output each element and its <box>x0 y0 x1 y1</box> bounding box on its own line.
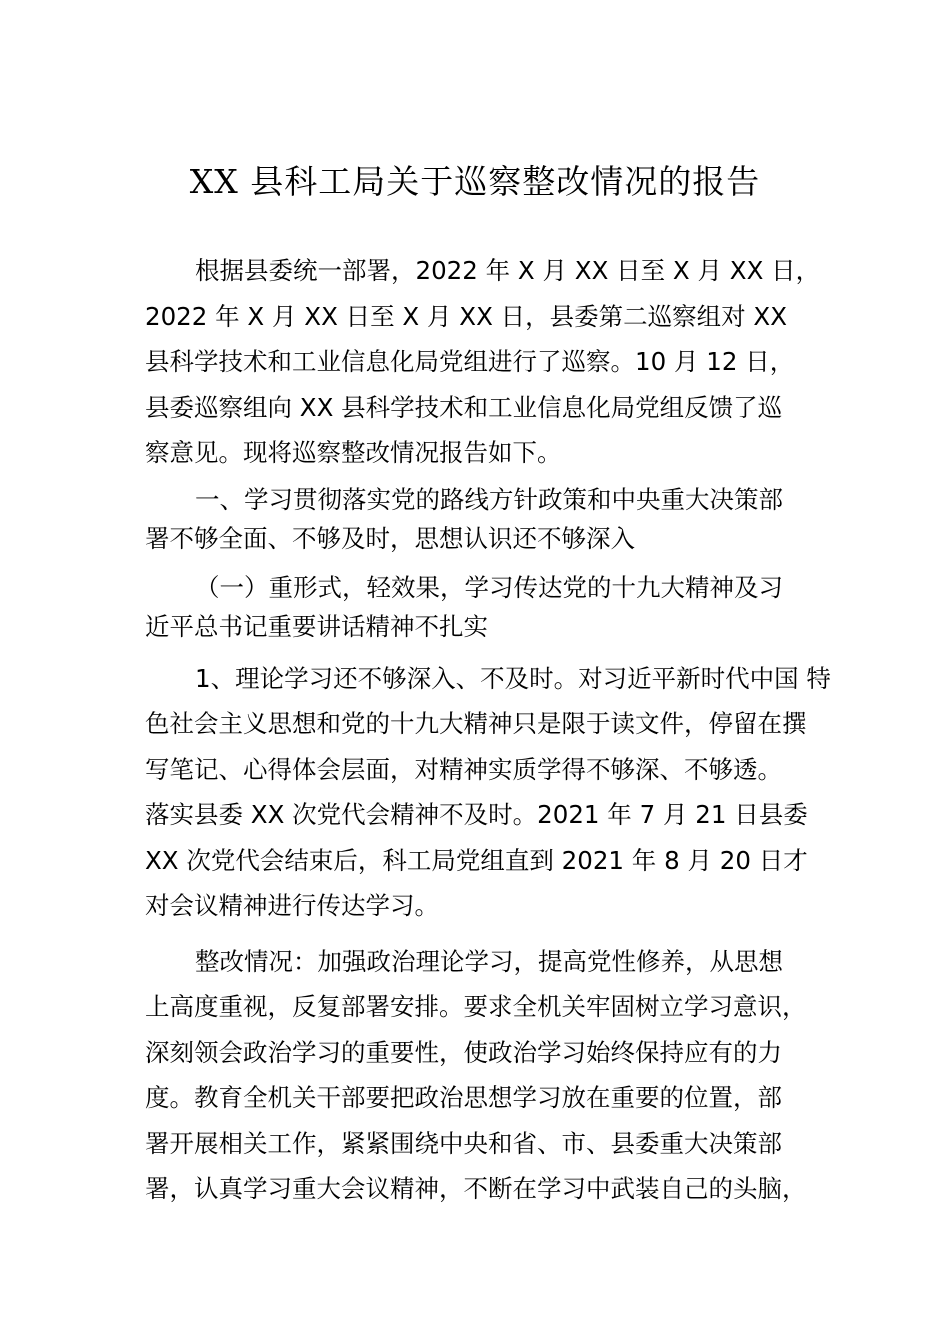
section-heading-line: 署不够全面、不够及时，思想认识还不够深入 <box>145 523 635 553</box>
document-title: XX 县科工局关于巡察整改情况的报告 <box>189 162 761 201</box>
section-heading <box>145 480 817 558</box>
subsection-heading-line: 近平总书记重要讲话精神不扎实 <box>145 611 488 641</box>
item-line: 落实县委 XX 次党代会精神不及时。2021 年 7 月 21 日县委 <box>145 800 808 829</box>
rectification-line: 深刻领会政治学习的重要性，使政治学习始终保持应有的力 <box>145 1037 782 1067</box>
item-line: 1、理论学习还不够深入、不及时。对习近平新时代中国 特 <box>195 663 831 693</box>
rectification-line: 署开展相关工作，紧紧围绕中央和省、市、县委重大决策部 <box>145 1128 782 1158</box>
intro-line: 县科学技术和工业信息化局党组进行了巡察。10 月 12 日， <box>145 347 795 376</box>
item-line: 色社会主义思想和党的十九大精神只是限于读文件，停留在撰 <box>145 709 807 738</box>
rectification-line: 度。教育全机关干部要把政治思想学习放在重要的位置，部 <box>145 1083 782 1112</box>
subsection-heading-line: （一）重形式，轻效果，学习传达党的十九大精神及习 <box>195 572 783 602</box>
document-body <box>145 248 831 1212</box>
intro-paragraph <box>145 248 821 476</box>
section-heading-line: 一、学习贯彻落实党的路线方针政策和中央重大决策部 <box>195 484 783 514</box>
subsection-heading <box>145 568 817 646</box>
intro-line: 县委巡察组向 XX 县科学技术和工业信息化局党组反馈了巡 <box>145 392 783 422</box>
item-line: 写笔记、心得体会层面，对精神实质学得不够深、不够透。 <box>145 754 782 784</box>
item-paragraph <box>145 656 831 929</box>
item-line: 对会议精神进行传达学习。 <box>145 891 439 920</box>
intro-line: 察意见。现将巡察整改情况报告如下。 <box>145 438 562 467</box>
intro-line: 2022 年 X 月 XX 日至 X 月 XX 日，县委第二巡察组对 XX <box>145 301 787 331</box>
item-line: XX 次党代会结束后，科工局党组直到 2021 年 8 月 20 日才 <box>145 845 808 875</box>
rectification-line: 署，认真学习重大会议精神，不断在学习中武装自己的头脑， <box>145 1174 807 1203</box>
rectification-line: 上高度重视，反复部署安排。要求全机关牢固树立学习意识， <box>145 992 807 1021</box>
rectification-paragraph <box>145 939 817 1212</box>
rectification-line: 整改情况：加强政治理论学习，提高党性修养，从思想 <box>195 946 783 976</box>
intro-line: 根据县委统一部署，2022 年 X 月 XX 日至 X 月 XX 日， <box>195 256 821 285</box>
